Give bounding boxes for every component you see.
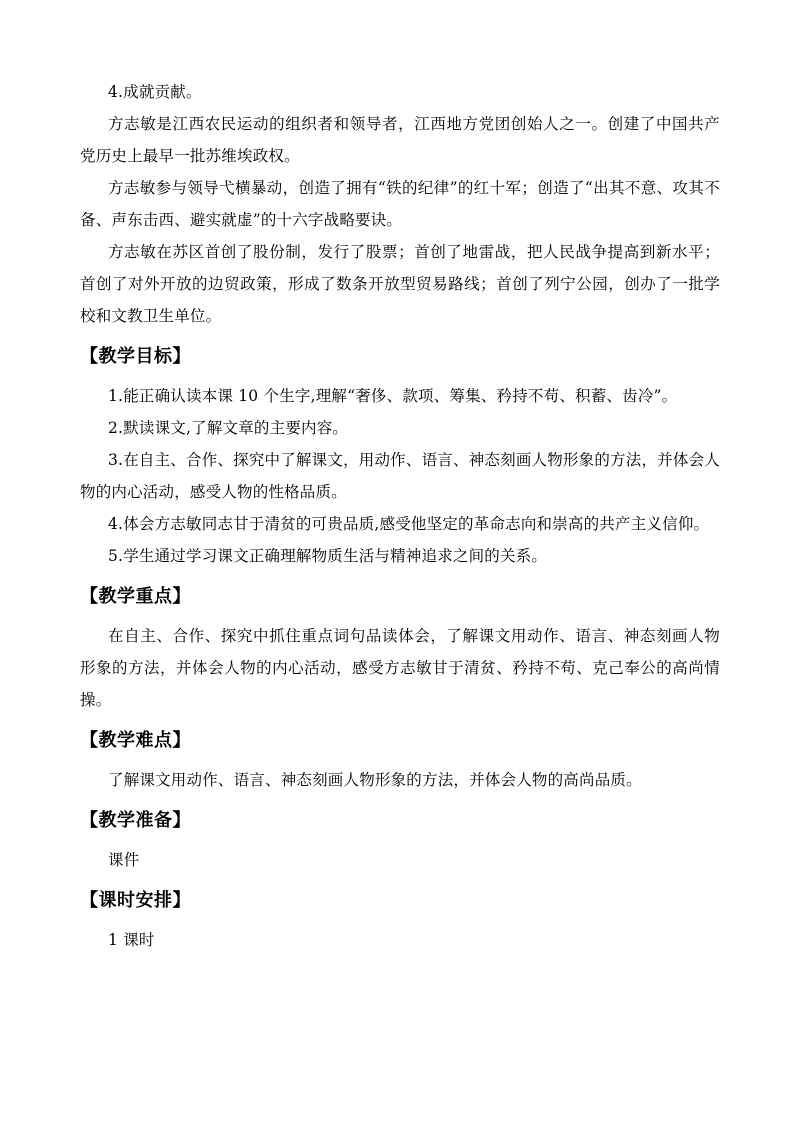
intro-section xyxy=(80,76,720,332)
difficulties-text: 了解课文用动作、语言、神态刻画人物形象的方法，并体会人物的高尚品质。 xyxy=(108,771,642,789)
goal-item: 1.能正确认读本课 10 个生字,理解“奢侈、款项、筹集、矜持不苟、积蓄、齿冷”。 xyxy=(108,387,678,405)
key-points-heading: 【教学重点】 xyxy=(80,586,191,607)
goals-section xyxy=(80,342,720,572)
preparation-text: 课件 xyxy=(108,851,140,869)
key-points-text: 在自主、合作、探究中抓住重点词句品读体会，了解课文用动作、语言、神态刻画人物形象的方法，并体会人物的内心活动，感受方志敏甘于清贫、矜持不苟、克己奉公的高尚情操。 xyxy=(80,627,720,709)
preparation-heading: 【教学准备】 xyxy=(80,810,191,831)
goal-item: 4.体会方志敏同志甘于清贫的可贵品质,感受他坚定的革命志向和崇高的共产主义信仰。 xyxy=(108,515,710,533)
intro-paragraph: 方志敏是江西农民运动的组织者和领导者，江西地方党团创始人之一。创建了中国共产党历史上最早一批苏维埃政权。 xyxy=(80,115,720,165)
goals-heading: 【教学目标】 xyxy=(80,346,191,367)
intro-paragraph: 方志敏在苏区首创了股份制，发行了股票；首创了地雷战，把人民战争提高到新水平；首创了对外开放的边贸政策，形成了数条开放型贸易路线；首创了列宁公园，创办了一批学校和文教卫生单位。 xyxy=(80,243,720,325)
document-content xyxy=(80,76,720,956)
schedule-section xyxy=(80,886,720,956)
preparation-section xyxy=(80,806,720,876)
schedule-heading: 【课时安排】 xyxy=(80,890,191,911)
section-item-heading: 4.成就贡献。 xyxy=(108,83,202,101)
intro-paragraph: 方志敏参与领导弋横暴动，创造了拥有“铁的纪律”的红十军；创造了“出其不意、攻其不备、声东击西、避实就虚”的十六字战略要诀。 xyxy=(80,179,720,229)
key-points-section xyxy=(80,582,720,716)
goal-item: 2.默读课文,了解文章的主要内容。 xyxy=(108,419,349,437)
difficulties-heading: 【教学难点】 xyxy=(80,730,191,751)
difficulties-section xyxy=(80,726,720,796)
goal-item: 3.在自主、合作、探究中了解课文，用动作、语言、神态刻画人物形象的方法，并体会人物的内心活动，感受人物的性格品质。 xyxy=(80,451,720,501)
schedule-text: 1 课时 xyxy=(108,931,155,949)
goal-item: 5.学生通过学习课文正确理解物质生活与精神追求之间的关系。 xyxy=(108,547,548,565)
